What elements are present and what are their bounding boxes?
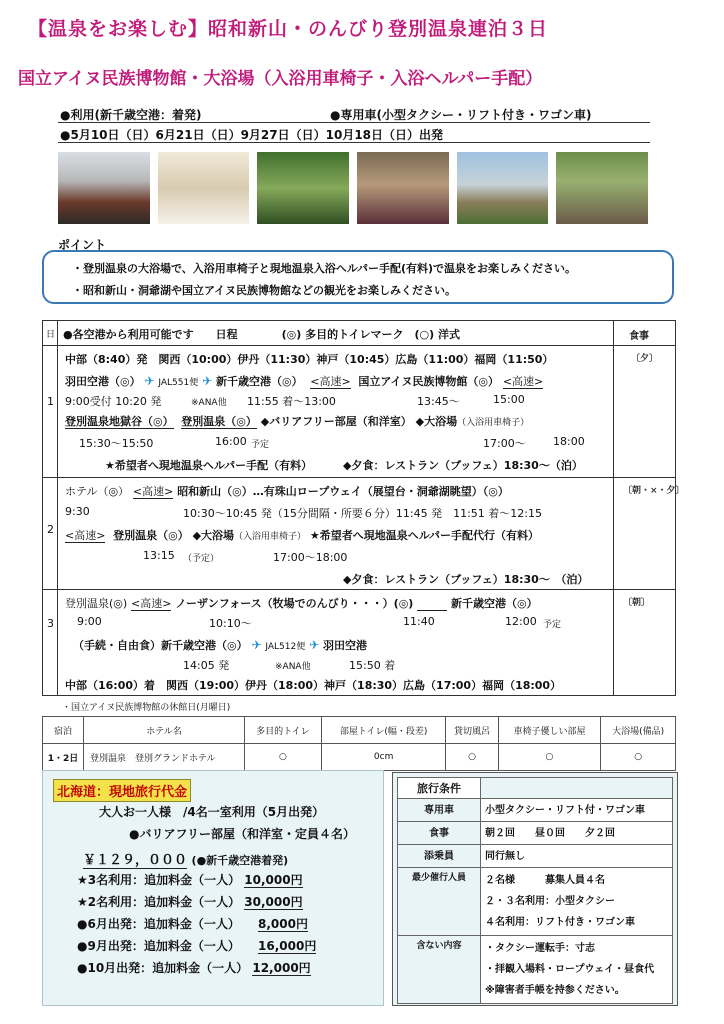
table-row <box>398 799 673 822</box>
highway-label: <高速> <box>310 375 351 388</box>
photo-showa-shinzan <box>457 152 549 224</box>
price-heading: 北海道：現地旅行代金 <box>53 779 191 802</box>
condition-line: ２名様 募集人員４名 <box>485 875 605 886</box>
price-basis: 大人お一人様 /4名一室利用（5月出発） <box>99 805 325 819</box>
route-line <box>417 597 447 611</box>
airplane-icon: ✈ <box>144 374 155 388</box>
table-row <box>43 744 676 771</box>
condition-key: 添乗員 <box>398 845 481 868</box>
place: 登別温泉(◎) <box>65 597 128 610</box>
day3-line3 <box>73 637 367 653</box>
place: 羽田空港（◎） <box>65 375 141 388</box>
extra-fee-row <box>77 937 316 954</box>
col-divider <box>57 321 58 695</box>
day3-times-6: 15:50 着 <box>349 659 396 672</box>
schedule-table <box>42 320 685 696</box>
extra-amount: 16,000円 <box>258 939 317 953</box>
table-row <box>398 778 673 799</box>
extra-amount: 12,000円 <box>252 961 311 975</box>
table-header: ホテル名 <box>84 717 245 744</box>
page-title: 【温泉をお楽しむ】昭和新山・のんびり登別温泉連泊３日 <box>28 18 549 40</box>
day1-times-7: 17:00～ <box>483 437 526 450</box>
table-header: 車椅子優しい部屋 <box>498 717 601 744</box>
day1-dinner: ◆夕食：レストラン（ブッフェ）18:30～（泊） <box>343 459 583 472</box>
day2-line3 <box>65 527 539 543</box>
day1-line4 <box>65 413 529 429</box>
row-divider <box>43 345 675 346</box>
day-number: 3 <box>47 617 54 630</box>
place: 登別温泉（◎） <box>181 415 257 428</box>
table-header: 部屋トイレ(幅・段差) <box>321 717 446 744</box>
condition-line: ４名利用：リフト付き・ワゴン車 <box>485 917 635 928</box>
departure-dates: ●5月10日（日）6月21日（日）9月27日（日）10月18日（日）出発 <box>60 128 444 142</box>
vehicle-info: ●専用車(小型タクシー・リフト付き・ワゴン車) <box>330 108 592 122</box>
day2-times-2: 10:30～10:45 発（15分間隔・所要６分）11:45 発 11:51 着～12:15 <box>183 507 542 520</box>
price-room: ●バリアフリー部屋（和洋室・定員４名） <box>129 827 355 841</box>
place: 新千歳空港（◎） <box>215 375 303 388</box>
condition-value: 同行無し <box>481 845 673 868</box>
place: 新千歳空港（◎） <box>451 597 538 610</box>
airplane-icon: ✈ <box>202 374 213 388</box>
table-cell: 1・2日 <box>43 744 84 771</box>
extra-label: ●9月出発：追加料金（一人） <box>77 939 240 953</box>
ana-note: ※ANA他 <box>191 398 227 408</box>
place: 国立アイヌ民族博物館（◎） <box>358 375 499 388</box>
place: 登別温泉地獄谷（◎） <box>65 415 174 428</box>
table-row <box>398 845 673 868</box>
extra-label: ★2名利用：追加料金（一人） <box>77 895 241 909</box>
day1-times-1: 9:00受付 10:20 発 <box>65 395 162 408</box>
col-day-header: 日 <box>46 330 56 340</box>
table-cell: ○ <box>601 744 676 771</box>
condition-key: 食事 <box>398 822 481 845</box>
day-meal: 〔夕〕 <box>631 354 659 364</box>
table-cell <box>481 778 673 799</box>
photo-farm <box>556 152 648 224</box>
condition-value <box>481 868 673 936</box>
table-cell: 登別温泉 登別グランドホテル <box>84 744 245 771</box>
condition-key: 専用車 <box>398 799 481 822</box>
day3-yotei: 予定 <box>543 620 562 630</box>
bath: ◆大浴場 <box>192 529 235 542</box>
day-meal: 〔朝〕 <box>623 598 651 608</box>
table-header: 貸切風呂 <box>446 717 498 744</box>
bath-note: （入浴用車椅子） <box>234 532 307 542</box>
table-cell: ○ <box>446 744 498 771</box>
day1-departures: 中部（8:40）発 関西（10:00）伊丹（11:30）神戸（10:45）広島（11:00）福岡（11:50） <box>65 353 554 366</box>
ana-note: ※ANA他 <box>275 662 311 672</box>
point-label: ポイント <box>58 238 107 252</box>
photo-strip <box>58 152 648 224</box>
highway-label: <高速> <box>132 485 174 498</box>
day1-times-8: 18:00 <box>553 435 585 448</box>
condition-value <box>481 936 673 1004</box>
base-price-note: (●新千歳空港着発) <box>191 854 289 867</box>
photo-garden <box>257 152 349 224</box>
table-cell: ○ <box>245 744 322 771</box>
extra-amount: 8,000円 <box>258 917 308 931</box>
day1-times-5: 15:30～15:50 <box>79 437 154 450</box>
day-number: 1 <box>47 395 54 408</box>
condition-line: ※障害者手帳を持参ください。 <box>485 985 625 996</box>
day2-dinner: ◆夕食：レストラン（ブッフェ）18:30～ （泊） <box>343 573 589 586</box>
price-box <box>42 770 384 1006</box>
extra-fee-row <box>77 871 303 888</box>
place: ノーザンフォース（牧場でのんびり・・・）(◎) <box>175 597 414 610</box>
point-item: ・昭和新山・洞爺湖や国立アイヌ民族博物館などの観光をお楽しみください。 <box>72 284 457 297</box>
extra-label: ★3名利用：追加料金（一人） <box>77 873 241 887</box>
extra-label: ●10月出発：追加料金（一人） <box>77 961 249 975</box>
extra-amount: 10,000円 <box>244 873 303 887</box>
place: （手続・自由食）新千歳空港（◎） <box>73 639 248 652</box>
base-price-amount: ￥１２９，０００ <box>83 853 188 868</box>
day2-times-4: 17:00～18:00 <box>273 551 348 564</box>
day1-line2 <box>65 373 543 389</box>
row-divider <box>43 477 675 478</box>
day1-times-2: 11:55 着～13:00 <box>247 395 336 408</box>
day2-yotei: （予定） <box>183 554 220 564</box>
day1-times-6: 16:00 <box>215 435 247 448</box>
highway-label: <高速> <box>131 597 172 610</box>
table-header: 大浴場(備品) <box>601 717 676 744</box>
highway-label: <高速> <box>502 375 544 388</box>
room-type: ◆バリアフリー部屋（和洋室） <box>260 415 412 428</box>
helper: ★希望者へ現地温泉ヘルパー手配代行（有料） <box>309 529 539 542</box>
condition-value: 朝２回 昼０回 夕２回 <box>481 822 673 845</box>
day2-times-1: 9:30 <box>65 505 90 518</box>
extra-amount: 30,000円 <box>244 895 303 909</box>
row-divider <box>43 589 675 590</box>
table-row <box>398 936 673 1004</box>
highway-label: <高速> <box>65 529 106 542</box>
conditions-heading: 旅行条件 <box>398 778 481 799</box>
day3-times-5: 14:05 発 <box>183 659 230 672</box>
airplane-icon: ✈ <box>309 638 320 652</box>
condition-line: ２・３名利用：小型タクシー <box>485 896 615 907</box>
col-divider <box>613 321 614 695</box>
place: 羽田空港 <box>322 639 367 652</box>
meta-divider <box>58 122 650 123</box>
photo-bath <box>158 152 250 224</box>
bath-note: （入浴用車椅子） <box>457 418 530 428</box>
extra-fee-row <box>77 915 308 932</box>
usage-info: ●利用(新千歳空港：着発) <box>60 108 202 122</box>
point-item: ・登別温泉の大浴場で、入浴用車椅子と現地温泉入浴ヘルパー手配(有料)で温泉をお楽しみください。 <box>72 262 577 275</box>
extra-label: ●6月出発：追加料金（一人） <box>77 917 240 931</box>
condition-key: 含ない内容 <box>398 936 481 1004</box>
day3-times-3: 11:40 <box>403 615 435 628</box>
condition-value: 小型タクシー・リフト付・ワゴン車 <box>481 799 673 822</box>
day-meal: 〔朝・×・夕〕 <box>623 486 685 496</box>
day3-times-1: 9:00 <box>77 615 102 628</box>
condition-key: 最少催行人員 <box>398 868 481 936</box>
departure-divider <box>58 142 650 143</box>
conditions-box <box>392 772 678 1006</box>
table-header: 多目的トイレ <box>245 717 322 744</box>
day3-times-4: 12:00 <box>505 615 537 628</box>
day3-arrivals: 中部（16:00）着 関西（19:00）伊丹（18:00）神戸（18:30）広島（17:00）福岡（18:00） <box>65 679 562 692</box>
flight-number: JAL551便 <box>158 378 199 388</box>
extra-fee-row <box>77 959 311 976</box>
bath: ◆大浴場 <box>415 415 458 428</box>
place: 昭和新山（◎）…有珠山ロープウェイ（展望台・洞爺湖眺望）（◎） <box>177 485 509 498</box>
condition-line: ・拝観入場料・ロープウェイ・昼食代 <box>485 964 655 975</box>
day1-times-4: 15:00 <box>493 393 525 406</box>
schedule-header: ●各空港から利用可能です 日程 (◎) 多目的トイレマーク (○) 洋式 <box>63 328 461 341</box>
table-row <box>43 717 676 744</box>
point-box <box>42 250 674 304</box>
day1-times-3: 13:45～ <box>417 395 460 408</box>
table-row <box>398 868 673 936</box>
flight-number: JAL512便 <box>265 642 306 652</box>
extra-fee-row <box>77 893 303 910</box>
airplane-icon: ✈ <box>251 638 262 652</box>
hotel-table <box>42 716 676 771</box>
day3-line1 <box>65 595 538 611</box>
condition-line: ・タクシー運転手：寸志 <box>485 943 595 954</box>
day2-times-3: 13:15 <box>143 549 175 562</box>
day1-yotei: 予定 <box>251 440 270 450</box>
table-cell: 0cm <box>321 744 446 771</box>
photo-jigokudani <box>58 152 150 224</box>
page-subtitle: 国立アイヌ民族博物館・大浴場（入浴用車椅子・入浴ヘルパー手配） <box>18 69 543 89</box>
photo-group <box>357 152 449 224</box>
museum-closed-note: ・国立アイヌ民族博物館の休館日(月曜日) <box>62 703 231 713</box>
table-row <box>398 822 673 845</box>
base-price <box>83 849 288 868</box>
table-header: 宿泊 <box>43 717 84 744</box>
day1-helper: ★希望者へ現地温泉ヘルパー手配（有料） <box>105 459 313 472</box>
table-cell: ○ <box>498 744 601 771</box>
col-meal-header: 食事 <box>629 331 649 342</box>
day3-times-2: 10:10～ <box>209 617 252 630</box>
place: 登別温泉（◎） <box>113 529 189 542</box>
conditions-table <box>397 777 673 1004</box>
day2-line1 <box>65 483 509 499</box>
place: ホテル（◎） <box>65 485 130 498</box>
day-number: 2 <box>47 523 54 536</box>
